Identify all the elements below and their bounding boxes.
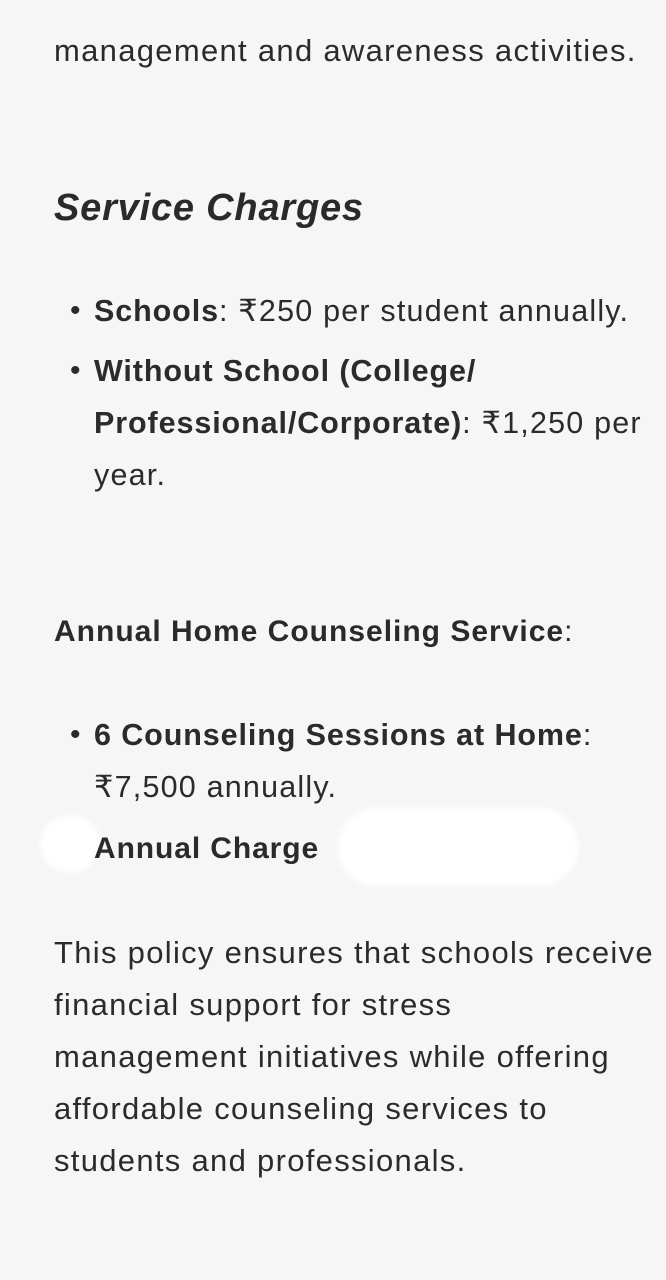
item-separator: : <box>582 718 593 752</box>
intro-paragraph: management and awareness activities. <box>54 33 637 68</box>
service-charges-heading: Service Charges <box>54 187 364 229</box>
home-counseling-heading <box>54 606 573 658</box>
item-label: 6 Counseling Sessions at Home <box>94 718 583 752</box>
item-separator: : <box>218 294 229 328</box>
bullet-icon: • <box>70 354 82 387</box>
redaction-mark-right <box>338 808 578 886</box>
home-counseling-heading-text: Annual Home Counseling Service <box>54 615 565 648</box>
item-value: ₹250 per student annually. <box>228 294 630 328</box>
item-label: Without School (College/ Professional/Corporate) <box>94 354 477 440</box>
redaction-mark-left <box>40 816 100 872</box>
bullet-icon: • <box>70 294 82 327</box>
heading-colon: : <box>564 615 574 648</box>
list-item-without-school <box>54 345 654 501</box>
closing-paragraph: This policy ensures that schools receive financial support for stress management initiatives while offering affordable counseling services to students and professionals. <box>54 935 654 1178</box>
bullet-icon: • <box>70 718 82 751</box>
list-item-home-sessions <box>54 709 654 813</box>
annual-charge-label: Annual Charge <box>94 832 320 865</box>
list-item-schools <box>54 285 654 337</box>
item-separator: : <box>462 406 472 440</box>
item-label: Schools <box>94 294 219 328</box>
item-value: ₹1,250 per year. <box>94 406 642 492</box>
service-charges-list <box>54 285 654 501</box>
item-value: ₹7,500 annually. <box>94 770 338 804</box>
home-counseling-list <box>54 709 654 813</box>
